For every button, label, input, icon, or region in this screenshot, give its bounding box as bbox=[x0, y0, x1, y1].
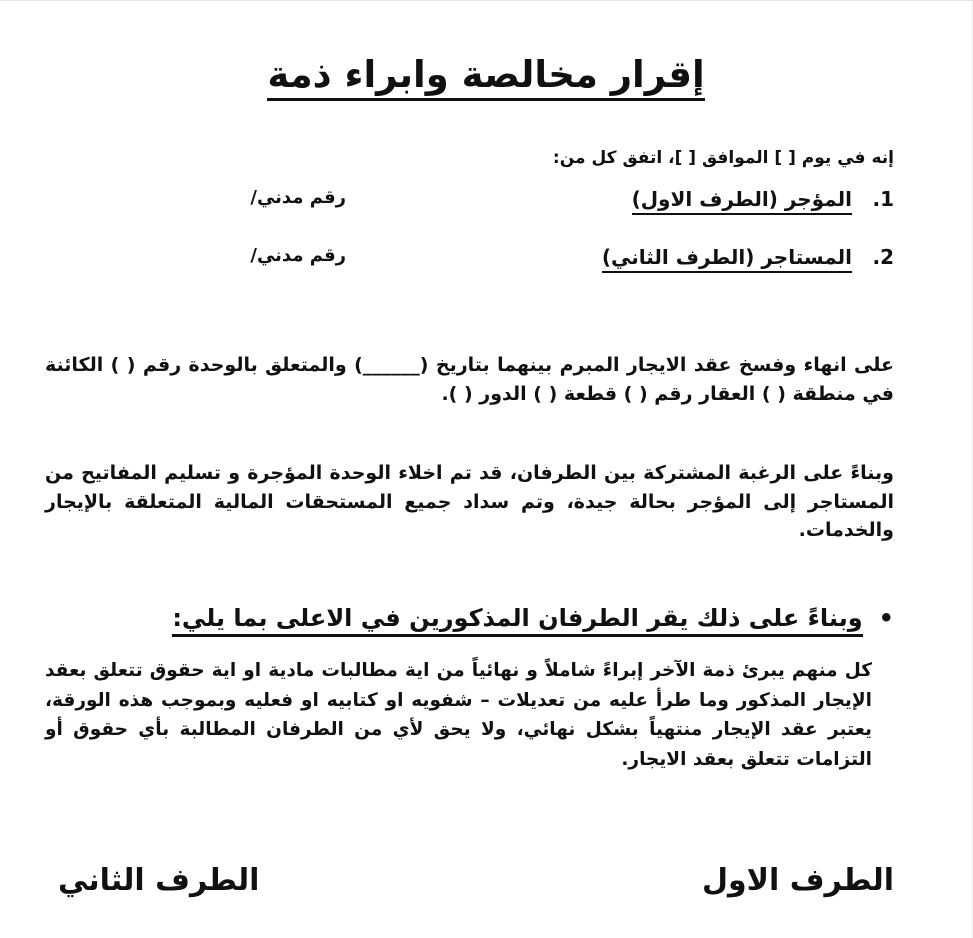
acknowledgement-heading-text: وبناءً على ذلك يقر الطرفان المذكورين في الاعلى بما يلي: bbox=[172, 604, 862, 637]
party-label: المؤجر (الطرف الاول) bbox=[632, 187, 852, 215]
party-row-lessee bbox=[90, 245, 894, 285]
document-title-text: إقرار مخالصة وابراء ذمة bbox=[267, 53, 704, 101]
intro-line: إنه في يوم [ ] الموافق [ ]، اتفق كل من: bbox=[552, 148, 894, 168]
party-number: 1. bbox=[872, 187, 894, 211]
signature-first-party: الطرف الاول bbox=[701, 863, 894, 898]
handover-paragraph: وبناءً على الرغبة المشتركة بين الطرفان، قد تم اخلاء الوحدة المؤجرة و تسليم المفاتيح من المستاجر إلى المؤجر بحالة جيدة، وتم سداد جميع المستحقات المالية المتعلقة بالإيجار والخدمات. bbox=[45, 462, 894, 541]
bullet-icon: • bbox=[878, 604, 894, 632]
termination-paragraph: على انهاء وفسخ عقد الايجار المبرم بينهما بتاريخ (______) والمتعلق بالوحدة رقم ( ) الكائنة في منطقة ( ) العقار رقم ( ) قطعة ( ) الدور ( ). bbox=[45, 354, 894, 405]
party-label: المستاجر (الطرف الثاني) bbox=[602, 245, 852, 273]
civil-id-label: رقم مدني/ bbox=[250, 187, 346, 208]
acknowledgement-heading bbox=[100, 604, 894, 632]
signature-second-party: الطرف الثاني bbox=[58, 863, 260, 898]
release-paragraph: كل منهم يبرئ ذمة الآخر إبراءً شاملاً و نهائياً من اية مطالبات مادية او اية حقوق تتعلق بعقد الإيجار المذكور وما طرأ عليه من تعديلات – شفويه او كتابيه او فعليه وبموجب هذه الورقة، يعتبر عقد الإيجار منتهياً بشكل نهائي، ولا يحق لأي من الطرفان المطالبة بأي حقوق أو التزامات تتعلق بعقد الايجار. bbox=[45, 660, 872, 770]
civil-id-label: رقم مدني/ bbox=[250, 245, 346, 266]
party-row-lessor bbox=[90, 187, 894, 227]
document-title bbox=[0, 53, 972, 96]
party-number: 2. bbox=[872, 245, 894, 269]
